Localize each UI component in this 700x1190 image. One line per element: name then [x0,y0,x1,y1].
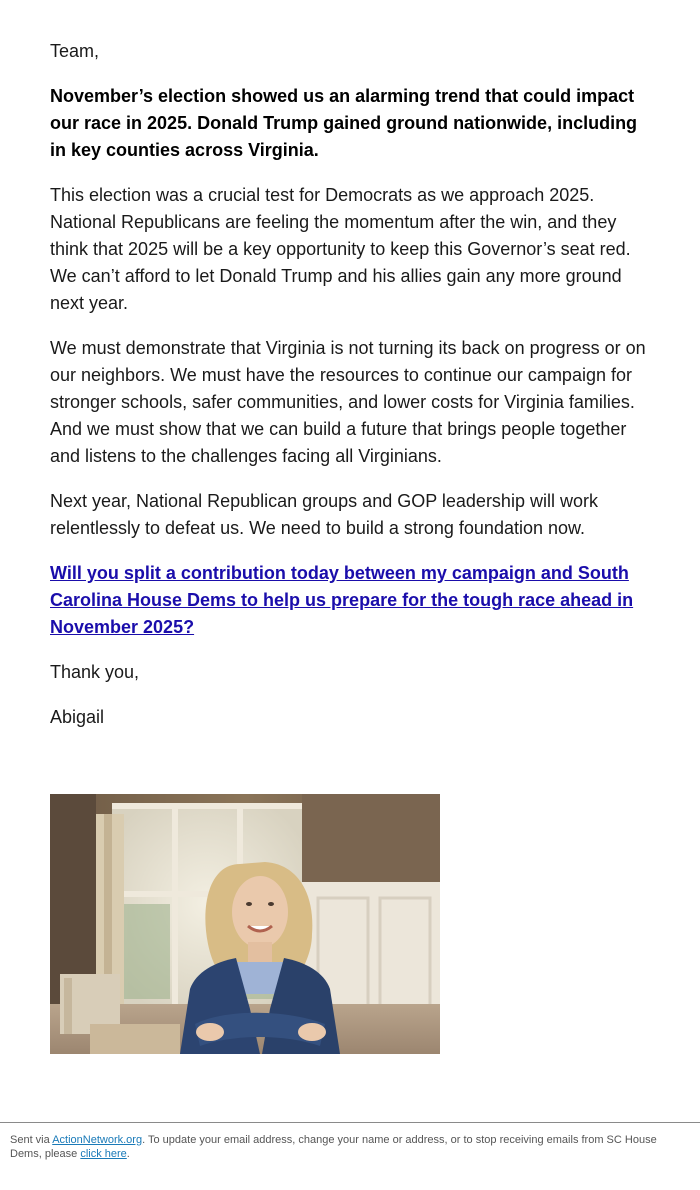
footer-middle: . To update your email address, change your name or address, or to stop receiving emails from SC House Dems, please [10,1134,657,1160]
body-paragraph-3: Next year, National Republican groups and GOP leadership will work relentlessly to defeat us. We need to build a strong foundation now. [50,491,598,538]
candidate-photo [50,794,440,1054]
footer-suffix: . [126,1148,130,1160]
donate-cta-link[interactable]: Will you split a contribution today between my campaign and South Carolina House Dems to help us prepare for the tough race ahead in November 2025? [50,563,634,637]
email-footer [0,1122,700,1161]
signature: Abigail [50,707,105,727]
closing: Thank you, [50,662,140,682]
body-paragraph-1: This election was a crucial test for Democrats as we approach 2025. National Republicans are feeling the momentum after the win, and they think that 2025 will be a key opportunity to keep this Governor’s seat red. We can’t afford to let Donald Trump and his allies gain any more ground next year. [50,185,631,313]
unsubscribe-link[interactable]: click here [80,1148,127,1160]
footer-prefix: Sent via [10,1134,53,1146]
body-paragraph-2: We must demonstrate that Virginia is not turning its back on progress or on our neighbors. We must have the resources to continue our campaign for stronger schools, safer communities, and lower costs for Virginia families. And we must show that we can build a future that brings people together and listens to the challenges facing all Virginians. [50,338,646,466]
greeting: Team, [50,41,100,61]
intro-bold-paragraph: November’s election showed us an alarming trend that could impact our race in 2025. Donald Trump gained ground nationwide, including in key counties across Virginia. [50,86,638,160]
actionnetwork-link[interactable]: ActionNetwork.org [52,1134,143,1146]
cta-paragraph [50,560,650,641]
email-body [50,38,650,749]
